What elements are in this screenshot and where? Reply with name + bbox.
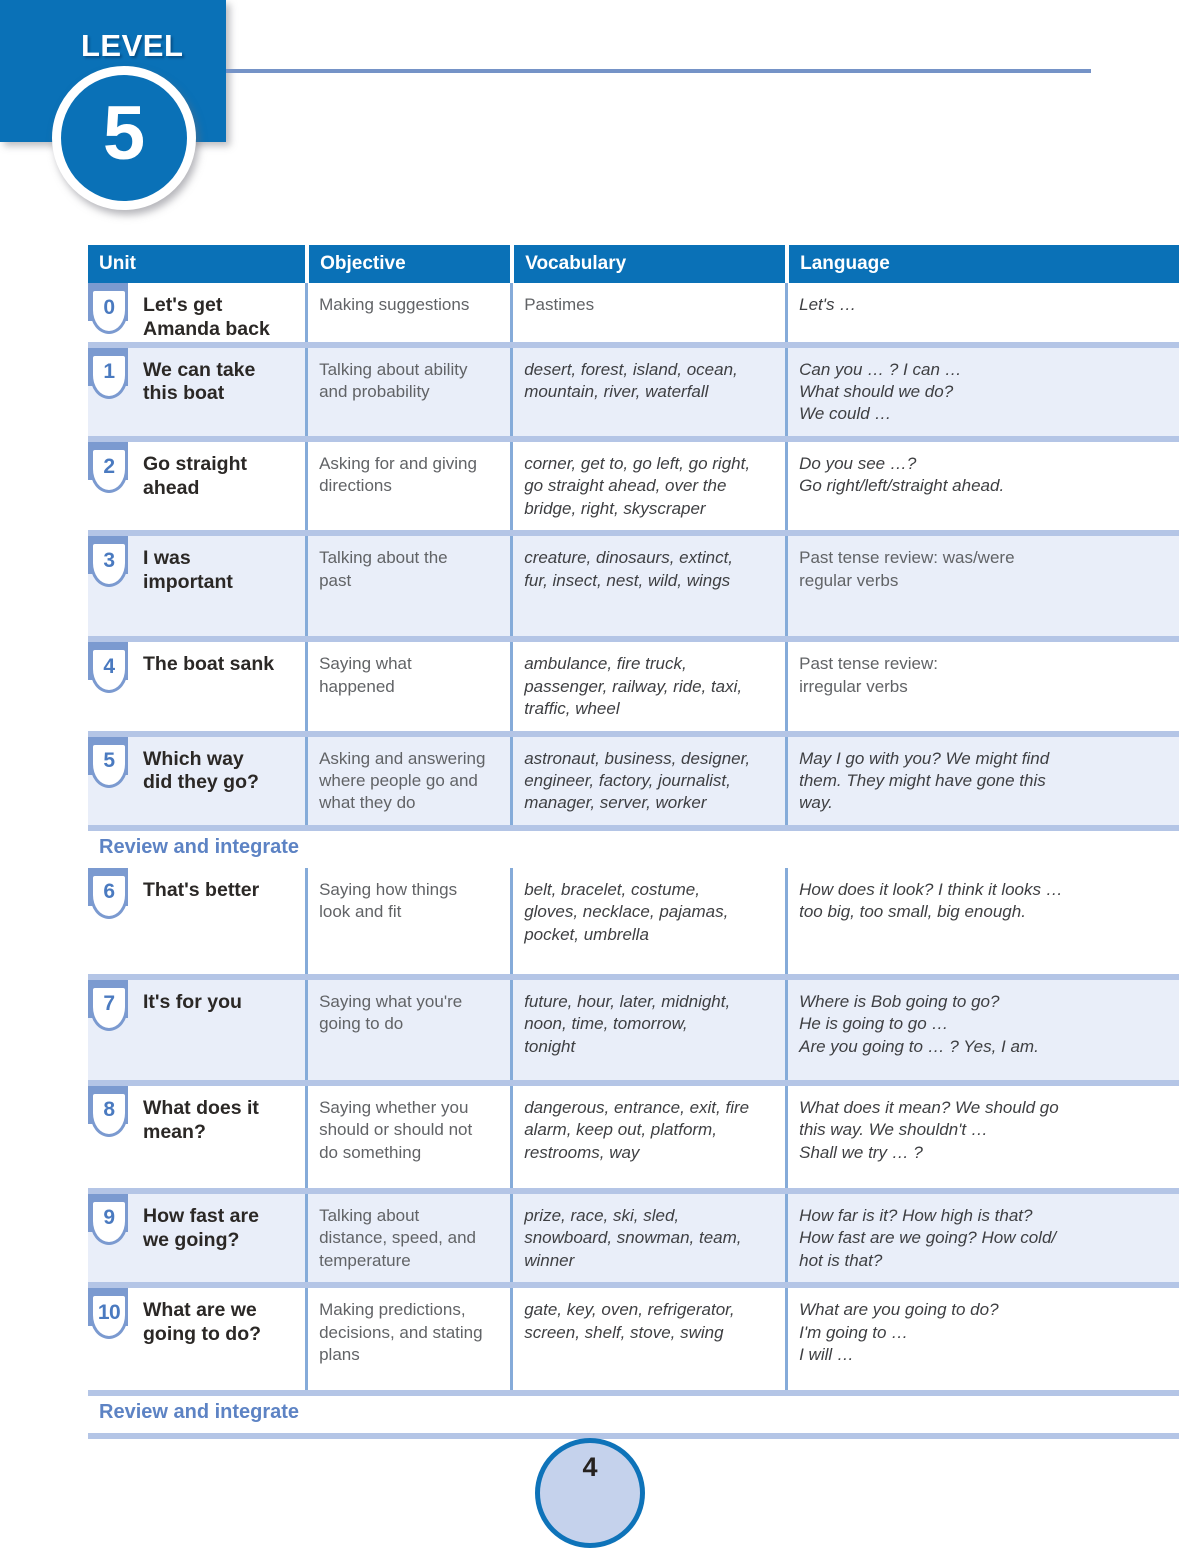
language-cell xyxy=(785,536,1179,636)
level-number: 5 xyxy=(102,91,146,176)
unit-row xyxy=(88,436,1179,530)
unit-title xyxy=(143,453,297,501)
language-cell-line: Go right/left/straight ahead. xyxy=(799,476,1005,496)
vocabulary-cell-line: snowboard, snowman, team, xyxy=(524,1228,742,1248)
vocabulary-cell-line: go straight ahead, over the xyxy=(524,476,727,496)
language-cell-line: too big, too small, big enough. xyxy=(799,902,1026,922)
unit-title-line: Let's get xyxy=(143,294,223,316)
unit-cell xyxy=(88,1194,305,1282)
unit-row xyxy=(88,1282,1179,1390)
badge-shield-icon xyxy=(90,541,128,587)
language-cell-line: regular verbs xyxy=(799,570,899,590)
language-cell-line: Are you going to … ? Yes, I am. xyxy=(799,1036,1039,1056)
vocabulary-cell-line: traffic, wheel xyxy=(524,699,620,719)
unit-title-line: important xyxy=(143,570,233,593)
objective-cell xyxy=(305,642,510,730)
vocabulary-cell-line: alarm, keep out, platform, xyxy=(524,1120,717,1140)
language-cell xyxy=(785,868,1179,974)
badge-shield-icon xyxy=(90,873,128,919)
vocabulary-cell-line: noon, time, tomorrow, xyxy=(524,1014,688,1034)
unit-title-line: That's better xyxy=(143,878,260,901)
language-cell xyxy=(785,348,1179,436)
header-vocabulary: Vocabulary xyxy=(510,245,785,283)
vocabulary-cell-line: screen, shelf, stove, swing xyxy=(524,1322,724,1342)
unit-number-badge xyxy=(88,980,134,1034)
unit-number: 10 xyxy=(97,1300,121,1324)
unit-cell xyxy=(88,536,305,636)
unit-row xyxy=(88,636,1179,730)
objective-cell-line: do something xyxy=(319,1142,422,1162)
unit-title-line: I was xyxy=(143,547,191,570)
language-cell-line: Where is Bob going to go? xyxy=(799,991,1000,1011)
unit-row xyxy=(88,283,1179,342)
unit-cell xyxy=(88,348,305,436)
objective-cell-line: Talking about ability xyxy=(319,359,468,379)
unit-number: 3 xyxy=(103,548,115,572)
toc-rows xyxy=(88,283,1179,1439)
vocabulary-cell xyxy=(510,442,785,530)
language-cell-line: He is going to go … xyxy=(799,1014,949,1034)
unit-number: 5 xyxy=(103,749,115,773)
language-cell xyxy=(785,737,1179,825)
objective-cell-line: look and fit xyxy=(319,902,402,922)
vocabulary-cell-line: prize, race, ski, sled, xyxy=(524,1205,680,1225)
language-cell-line: We could … xyxy=(799,404,892,424)
unit-row xyxy=(88,342,1179,436)
unit-title-line: Which way xyxy=(143,747,244,770)
unit-row xyxy=(88,1080,1179,1188)
language-cell xyxy=(785,1194,1179,1282)
unit-title-line: this boat xyxy=(143,382,225,405)
unit-number: 8 xyxy=(103,1098,115,1122)
vocabulary-cell xyxy=(510,1086,785,1188)
objective-cell xyxy=(305,868,510,974)
toc-header-row xyxy=(88,245,1179,283)
header-objective: Objective xyxy=(305,245,510,283)
objective-cell xyxy=(305,536,510,636)
vocabulary-cell xyxy=(510,737,785,825)
unit-number-badge xyxy=(88,536,134,590)
unit-cell xyxy=(88,442,305,530)
unit-title-line: What are we xyxy=(143,1299,257,1322)
objective-cell-line: past xyxy=(319,570,352,590)
language-cell-line: way. xyxy=(799,793,833,813)
language-cell xyxy=(785,980,1179,1080)
badge-shield-icon xyxy=(90,985,128,1031)
unit-title xyxy=(143,991,297,1015)
objective-cell xyxy=(305,1288,510,1390)
vocabulary-cell-line: winner xyxy=(524,1250,575,1270)
unit-title-line: Amanda back xyxy=(143,317,270,340)
language-cell-line: I will … xyxy=(799,1345,854,1364)
unit-number: 7 xyxy=(103,992,115,1016)
language-cell-line: May I go with you? We might find xyxy=(799,748,1050,768)
vocabulary-cell-line: astronaut, business, designer, xyxy=(524,748,751,768)
vocabulary-cell xyxy=(510,980,785,1080)
unit-cell xyxy=(88,737,305,825)
badge-shield-icon xyxy=(90,353,128,399)
vocabulary-cell-line: future, hour, later, midnight, xyxy=(524,991,731,1011)
unit-number: 6 xyxy=(103,880,115,904)
objective-cell xyxy=(305,442,510,530)
language-cell-line: Can you … ? I can … xyxy=(799,359,962,379)
level-label: LEVEL xyxy=(81,28,184,63)
language-cell-line: Let's … xyxy=(799,295,857,314)
unit-cell xyxy=(88,1086,305,1188)
unit-cell xyxy=(88,283,305,342)
unit-title-line: Go straight xyxy=(143,452,248,475)
unit-title-line: We can take xyxy=(143,358,256,381)
vocabulary-cell xyxy=(510,283,785,342)
unit-number-badge xyxy=(88,442,134,496)
unit-number-badge xyxy=(88,1288,134,1342)
unit-number-badge xyxy=(88,1194,134,1248)
objective-cell-line: going to do xyxy=(319,1014,404,1034)
unit-title xyxy=(143,653,297,677)
badge-shield-icon xyxy=(90,647,128,693)
language-cell xyxy=(785,642,1179,730)
unit-title xyxy=(143,547,297,595)
unit-row xyxy=(88,1188,1179,1282)
review-and-integrate-row: Review and integrate xyxy=(88,1390,1179,1439)
vocabulary-cell-line: belt, bracelet, costume, xyxy=(524,879,700,899)
badge-shield-icon xyxy=(90,447,128,493)
language-cell-line: hot is that? xyxy=(799,1250,883,1270)
language-cell xyxy=(785,283,1179,342)
objective-cell-line: plans xyxy=(319,1345,360,1364)
objective-cell xyxy=(305,1086,510,1188)
objective-cell xyxy=(305,348,510,436)
unit-title xyxy=(143,748,297,796)
objective-cell-line: Saying whether you xyxy=(319,1097,469,1117)
vocabulary-cell xyxy=(510,868,785,974)
vocabulary-cell-line: manager, server, worker xyxy=(524,793,707,813)
vocabulary-cell-line: gate, key, oven, refrigerator, xyxy=(524,1300,735,1320)
vocabulary-cell-line: mountain, river, waterfall xyxy=(524,382,709,401)
unit-number-badge xyxy=(88,348,134,402)
unit-number-badge xyxy=(88,1086,134,1140)
unit-number: 4 xyxy=(103,654,115,678)
vocabulary-cell-line: corner, get to, go left, go right, xyxy=(524,453,751,473)
unit-title-line: How fast are xyxy=(143,1204,259,1227)
language-cell-line: Past tense review: was/were xyxy=(799,548,1015,568)
review-and-integrate-row: Review and integrate xyxy=(88,825,1179,868)
vocabulary-cell xyxy=(510,1288,785,1390)
objective-cell-line: Making suggestions xyxy=(319,295,470,314)
unit-title-line: What does it xyxy=(143,1096,259,1119)
objective-cell-line: Talking about xyxy=(319,1205,420,1225)
unit-cell xyxy=(88,980,305,1080)
objective-cell-line: happened xyxy=(319,676,395,696)
badge-shield-icon xyxy=(90,742,128,788)
language-cell-line: How far is it? How high is that? xyxy=(799,1205,1033,1225)
unit-number-badge xyxy=(88,283,134,337)
header-unit: Unit xyxy=(88,245,305,283)
vocabulary-cell xyxy=(510,348,785,436)
objective-cell-line: should or should not xyxy=(319,1120,473,1140)
objective-cell-line: directions xyxy=(319,476,392,496)
language-cell xyxy=(785,442,1179,530)
objective-cell-line: Saying how things xyxy=(319,879,458,899)
vocabulary-cell xyxy=(510,642,785,730)
language-cell-line: this way. We shouldn't … xyxy=(799,1120,988,1140)
header-rule xyxy=(226,69,1091,73)
unit-title xyxy=(143,1097,297,1145)
language-cell-line: them. They might have gone this xyxy=(799,770,1046,790)
header-language: Language xyxy=(785,245,1179,283)
vocabulary-cell-line: tonight xyxy=(524,1036,576,1056)
vocabulary-cell-line: gloves, necklace, pajamas, xyxy=(524,902,729,922)
unit-row xyxy=(88,530,1179,636)
vocabulary-cell-line: dangerous, entrance, exit, fire xyxy=(524,1097,750,1117)
badge-shield-icon xyxy=(90,288,128,334)
objective-cell-line: temperature xyxy=(319,1250,411,1270)
objective-cell-line: Making predictions, xyxy=(319,1300,466,1320)
vocabulary-cell-line: fur, insect, nest, wild, wings xyxy=(524,570,731,590)
language-cell-line: I'm going to … xyxy=(799,1322,909,1342)
language-cell-line: What does it mean? We should go xyxy=(799,1097,1059,1117)
objective-cell-line: Talking about the xyxy=(319,548,448,568)
unit-number-badge xyxy=(88,642,134,696)
vocabulary-cell-line: creature, dinosaurs, extinct, xyxy=(524,548,734,568)
unit-row xyxy=(88,731,1179,825)
objective-cell-line: Saying what xyxy=(319,654,412,674)
vocabulary-cell-line: ambulance, fire truck, xyxy=(524,654,687,674)
unit-cell xyxy=(88,642,305,730)
badge-shield-icon xyxy=(90,1199,128,1245)
page-number: 4 xyxy=(582,1452,598,1482)
language-cell-line: How fast are we going? How cold/ xyxy=(799,1228,1057,1248)
language-cell-line: irregular verbs xyxy=(799,676,908,696)
unit-cell xyxy=(88,1288,305,1390)
unit-title-line: The boat sank xyxy=(143,653,275,676)
unit-title xyxy=(143,879,297,903)
unit-title-line: did they go? xyxy=(143,771,259,794)
objective-cell-line: Asking and answering xyxy=(319,748,486,768)
vocabulary-cell-line: engineer, factory, journalist, xyxy=(524,770,731,790)
unit-number-badge xyxy=(88,868,134,922)
unit-row xyxy=(88,974,1179,1080)
unit-title-line: we going? xyxy=(143,1228,240,1251)
objective-cell xyxy=(305,737,510,825)
objective-cell-line: decisions, and stating xyxy=(319,1322,483,1342)
unit-number: 1 xyxy=(103,360,115,384)
unit-cell xyxy=(88,868,305,974)
unit-title-line: It's for you xyxy=(143,990,242,1013)
unit-title-line: going to do? xyxy=(143,1322,262,1345)
unit-title-line: mean? xyxy=(143,1120,206,1143)
vocabulary-cell xyxy=(510,536,785,636)
unit-number-badge xyxy=(88,737,134,791)
toc-table xyxy=(88,245,1179,1439)
language-cell-line: What are you going to do? xyxy=(799,1300,999,1320)
language-cell-line: How does it look? I think it looks … xyxy=(799,879,1063,899)
page-number-circle xyxy=(535,1438,645,1548)
language-cell xyxy=(785,1288,1179,1390)
vocabulary-cell-line: restrooms, way xyxy=(524,1142,640,1162)
objective-cell-line: distance, speed, and xyxy=(319,1228,476,1248)
unit-number: 2 xyxy=(103,454,115,478)
language-cell-line: What should we do? xyxy=(799,382,954,401)
language-cell xyxy=(785,1086,1179,1188)
objective-cell-line: Saying what you're xyxy=(319,991,463,1011)
language-cell-line: Past tense review: xyxy=(799,654,939,674)
objective-cell xyxy=(305,1194,510,1282)
vocabulary-cell-line: desert, forest, island, ocean, xyxy=(524,359,738,379)
objective-cell-line: Asking for and giving xyxy=(319,453,477,473)
unit-number: 9 xyxy=(103,1206,115,1230)
objective-cell-line: and probability xyxy=(319,382,430,401)
unit-title-line: ahead xyxy=(143,476,200,499)
vocabulary-cell xyxy=(510,1194,785,1282)
unit-row xyxy=(88,868,1179,974)
vocabulary-cell-line: bridge, right, skyscraper xyxy=(524,498,706,518)
vocabulary-cell-line: Pastimes xyxy=(524,295,595,314)
unit-title xyxy=(143,1299,297,1347)
unit-title xyxy=(143,1205,297,1253)
vocabulary-cell-line: pocket, umbrella xyxy=(524,924,649,944)
badge-shield-icon xyxy=(90,1091,128,1137)
badge-shield-icon xyxy=(90,1293,128,1339)
objective-cell-line: what they do xyxy=(319,793,416,813)
objective-cell xyxy=(305,980,510,1080)
unit-title xyxy=(143,294,297,342)
language-cell-line: Do you see …? xyxy=(799,453,917,473)
unit-title xyxy=(143,359,297,407)
objective-cell xyxy=(305,283,510,342)
objective-cell-line: where people go and xyxy=(319,770,478,790)
vocabulary-cell-line: passenger, railway, ride, taxi, xyxy=(524,676,743,696)
level-circle xyxy=(52,66,196,210)
language-cell-line: Shall we try … ? xyxy=(799,1142,923,1162)
unit-number: 0 xyxy=(103,295,115,319)
